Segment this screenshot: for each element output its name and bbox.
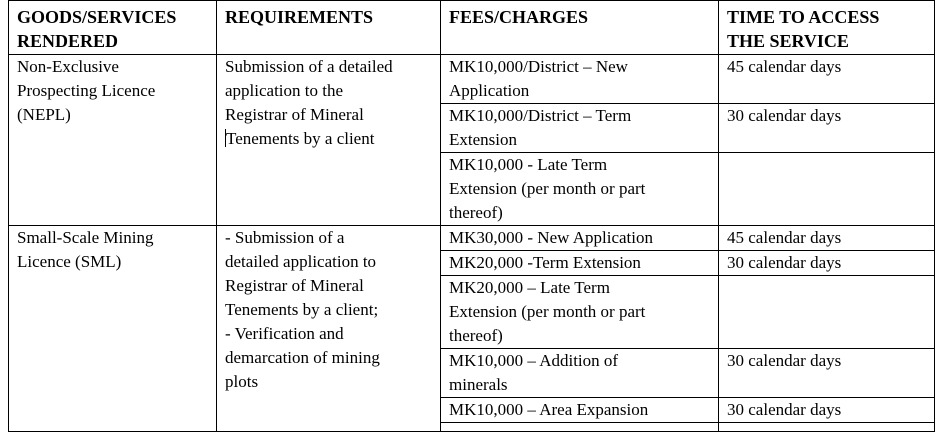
nepl-time-cell [719,153,935,226]
sml-fee-cell [441,276,719,349]
sml-requirement-line: Registrar of Mineral [225,276,364,295]
header-fees [441,1,719,55]
sml-fee-cell [441,226,719,251]
nepl-service-cell [9,55,217,226]
fee-line: Extension (per month or part [449,302,646,321]
sml-service-line: Licence (SML) [17,252,122,271]
sml-time-cell: 45 calendar days [719,226,935,251]
header-time [719,1,935,55]
nepl-requirement-line: Registrar of Mineral [225,105,364,124]
sml-time-cell: 30 calendar days [719,251,935,276]
cutoff-cell [719,423,935,432]
nepl-requirements-cell[interactable] [217,55,441,226]
cutoff-cell [441,423,719,432]
sml-requirement-line: demarcation of mining [225,348,380,367]
sml-requirement-line: - Verification and [225,324,344,343]
header-time-line-2: THE SERVICE [727,31,849,51]
fee-line: MK20,000 -Term Extension [449,253,641,272]
fee-line: thereof) [449,326,503,345]
service-charter-document [8,0,935,432]
fee-line: MK10,000 – Area Expansion [449,400,649,419]
header-row [9,1,935,55]
header-requirements-text: REQUIREMENTS [225,7,374,27]
sml-fee-cell [441,349,719,398]
header-goods-services [9,1,217,55]
sml-time-cell [719,276,935,349]
sml-fee-cell [441,251,719,276]
header-requirements [217,1,441,55]
nepl-fee-cell [441,153,719,226]
sml-time-cell: 30 calendar days [719,349,935,398]
sml-time-cell: 30 calendar days [719,398,935,423]
header-goods-line-2: RENDERED [17,31,119,51]
table-row [9,226,935,251]
nepl-service-line: (NEPL) [17,105,71,124]
nepl-service-line: Non-Exclusive [17,57,119,76]
nepl-time-cell: 45 calendar days [719,55,935,104]
sml-service-line: Small-Scale Mining [17,228,154,247]
fee-line: minerals [449,375,508,394]
sml-requirement-line: plots [225,372,259,391]
fee-line: Extension [449,130,517,149]
header-goods-line-1: GOODS/SERVICES [17,7,177,27]
sml-requirement-line: detailed application to [225,252,377,271]
sml-requirement-line: Tenements by a client; [225,300,379,319]
fee-line: MK20,000 – Late Term [449,278,610,297]
nepl-time-cell: 30 calendar days [719,104,935,153]
service-charter-table [8,0,935,432]
header-fees-text: FEES/CHARGES [449,7,589,27]
nepl-requirement-line: Tenements by a client [226,129,375,148]
sml-requirement-line: - Submission of a [225,228,345,247]
nepl-fee-cell [441,55,719,104]
table-row [9,55,935,104]
fee-line: MK10,000 – Addition of [449,351,619,370]
nepl-fee-cell [441,104,719,153]
fee-line: MK30,000 - New Application [449,228,653,247]
nepl-requirement-line: Submission of a detailed [225,57,393,76]
fee-line: MK10,000/District – New [449,57,628,76]
fee-line: Application [449,81,530,100]
nepl-requirement-line-with-caret [225,127,432,151]
header-time-line-1: TIME TO ACCESS [727,7,880,27]
sml-service-cell [9,226,217,432]
nepl-service-line: Prospecting Licence [17,81,156,100]
fee-line: MK10,000 - Late Term [449,155,608,174]
sml-requirements-cell [217,226,441,432]
fee-line: thereof) [449,203,503,222]
fee-line: Extension (per month or part [449,179,646,198]
nepl-requirement-line: application to the [225,81,344,100]
sml-fee-cell [441,398,719,423]
fee-line: MK10,000/District – Term [449,106,632,125]
